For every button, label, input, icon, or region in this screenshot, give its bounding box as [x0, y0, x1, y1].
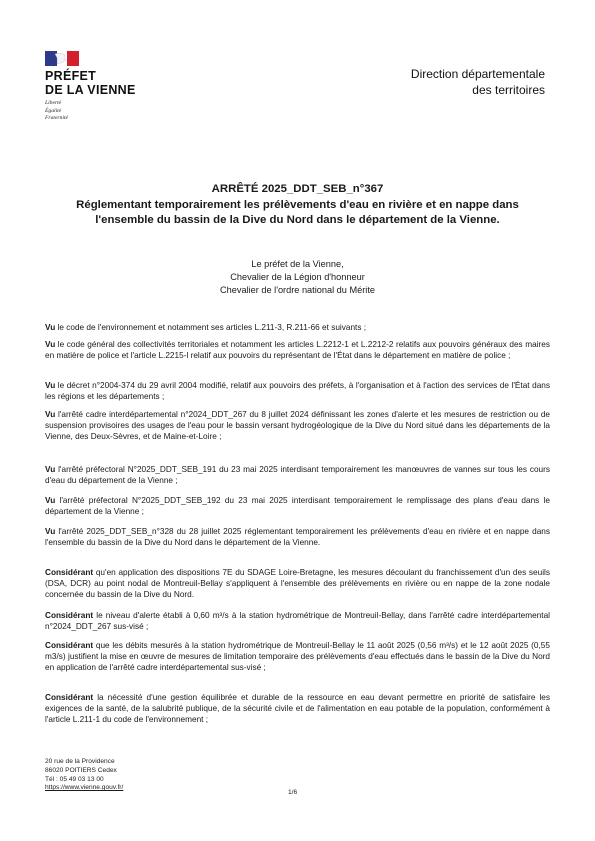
paragraph-text: le code de l'environnement et notamment ses articles L.211-3, R.211-66 et suivants ; — [55, 323, 367, 332]
prefecture-name-line1: PRÉFET — [45, 69, 97, 83]
authority-line2: Chevalier de la Légion d'honneur — [230, 272, 365, 282]
decree-number: ARRÊTÉ 2025_DDT_SEB_n°367 — [211, 183, 384, 195]
paragraph-lead: Vu — [45, 340, 56, 349]
paragraph-text: le niveau d'alerte établi à 0,60 m³/s à la station hydrométrique de Montreuil-Bellay, dans l'arrêté cadre interdépartemental n°2024_DDT_267 sus-visé ; — [45, 611, 550, 632]
paragraph-vu-arrete-191 — [45, 464, 550, 486]
paragraph-considerant-debits — [45, 640, 550, 674]
paragraph-considerant-gestion — [45, 692, 550, 726]
page-number: 1/6 — [288, 789, 298, 796]
paragraph-text: le code général des collectivités territoriales et notamment les articles L.2212-1 et L.2212-2 relatifs aux pouvoirs généraux des maires en matière de police et l'article L.2215-l relatif aux pouvoirs du représentant de l'État dans le département en matière de police ; — [45, 340, 550, 361]
paragraph-lead: Vu — [45, 465, 56, 474]
decree-subject-line2: l'ensemble du bassin de la Dive du Nord dans le département de la Vienne. — [95, 214, 500, 226]
direction-line1: Direction départementale — [410, 67, 545, 81]
motto-fraternite: Fraternité — [45, 115, 68, 121]
paragraph-vu-arrete-192 — [45, 495, 550, 517]
paragraph-considerant-niveau-alerte — [45, 610, 550, 632]
footer-contact — [45, 758, 123, 793]
paragraph-text: l'arrêté préfectoral N°2025_DDT_SEB_191 du 23 mai 2025 interdisant temporairement les manœuvres de vannes sur tous les cours d'eau du département de la Vienne ; — [45, 465, 550, 486]
footer-address-city: 86020 POITIERS Cedex — [45, 766, 117, 774]
prefecture-name-line2: DE LA VIENNE — [45, 83, 136, 97]
paragraph-text: qu'en application des dispositions 7E du SDAGE Loire-Bretagne, les mesures découlant du franchissement d'un des seuils (DSA, DCR) au point nodal de Montreuil-Bellay s'appliquent à l'ensemble des prélèvements en rivière ou en nappe de la zone nodale concernée du bassin de la Dive du Nord. — [45, 568, 550, 600]
paragraph-lead: Considérant — [45, 641, 94, 650]
footer-phone: Tél : 05 49 03 13 00 — [45, 775, 104, 783]
paragraph-lead: Vu — [45, 496, 56, 505]
motto-egalite: Égalité — [45, 107, 62, 114]
direction-line2: des territoires — [472, 83, 545, 97]
paragraph-lead: Considérant — [45, 693, 94, 702]
footer-website-link[interactable]: https://www.vienne.gouv.fr/ — [45, 784, 124, 792]
authority-line1: Le préfet de la Vienne, — [251, 259, 344, 269]
prefecture-name — [45, 69, 136, 97]
paragraph-vu-decret-2004 — [45, 380, 550, 402]
paragraph-vu-arrete-328 — [45, 526, 550, 548]
paragraph-vu-arrete-cadre — [45, 409, 550, 443]
republic-motto — [45, 100, 68, 123]
decree-subject-line1: Réglementant temporairement les prélèvements d'eau en rivière et en nappe dans — [76, 198, 519, 211]
paragraph-text: l'arrêté préfectoral N°2025_DDT_SEB_192 du 23 mai 2025 interdisant temporairement le remplissage des plans d'eau dans le département de la Vienne ; — [45, 496, 550, 517]
paragraph-text: que les débits mesurés à la station hydrométrique de Montreuil-Bellay le 11 août 2025 (0,56 m³/s) et le 12 août 2025 (0,55 m3/s) justifient la mise en œuvre de mesures de limitation temporaire des prélèvements d'eau effectués dans le bassin de la Dive du Nord en application de l'arrêté cadre interdépartemental sus-visé ; — [45, 641, 550, 673]
issuing-direction — [411, 66, 545, 98]
motto-liberte: Liberté — [45, 100, 62, 106]
paragraph-lead: Considérant — [45, 611, 94, 620]
paragraph-vu-environment-code — [45, 322, 550, 333]
paragraph-considerant-sdage — [45, 567, 550, 601]
paragraph-text: la nécessité d'une gestion équilibrée et durable de la ressource en eau devant permettre en priorité de satisfaire les exigences de la santé, de la salubrité publique, de la sécurité civile et de l'alimentation en eau potable de la population, conformément à l'article L.211-1 du code de l'environnement ; — [45, 693, 550, 725]
authority-block — [40, 258, 555, 297]
decree-title — [40, 182, 555, 229]
marianne-logo-icon — [45, 51, 79, 66]
paragraph-lead: Vu — [45, 410, 56, 419]
paragraph-lead: Considérant — [45, 568, 94, 577]
paragraph-lead: Vu — [45, 323, 56, 332]
footer-address-street: 20 rue de la Providence — [45, 758, 115, 765]
paragraph-text: l'arrêté 2025_DDT_SEB_n°328 du 28 juillet 2025 réglementant temporairement les prélèvements d'eau en rivière et en nappe dans l'ensemble du bassin de la Dive du Nord dans le département de la Vienne. — [45, 527, 550, 548]
authority-line3: Chevalier de l'ordre national du Mérite — [220, 285, 375, 295]
paragraph-lead: Vu — [45, 381, 56, 390]
paragraph-text: l'arrêté cadre interdépartemental n°2024_DDT_267 du 8 juillet 2024 définissant les zones d'alerte et les mesures de restriction ou de suspension provisoires des usages de l'eau pour le bassin versant hydrogéologique de la Dive du Nord situé dans les départements de la Vienne, des Deux-Sèvres, et de Maine-et-Loire ; — [45, 410, 550, 442]
paragraph-lead: Vu — [45, 527, 56, 536]
paragraph-text: le décret n°2004-374 du 29 avril 2004 modifié, relatif aux pouvoirs des préfets, à l'organisation et à l'action des services de l'État dans les régions et les départements ; — [45, 381, 550, 402]
paragraph-vu-cgct — [45, 339, 550, 361]
